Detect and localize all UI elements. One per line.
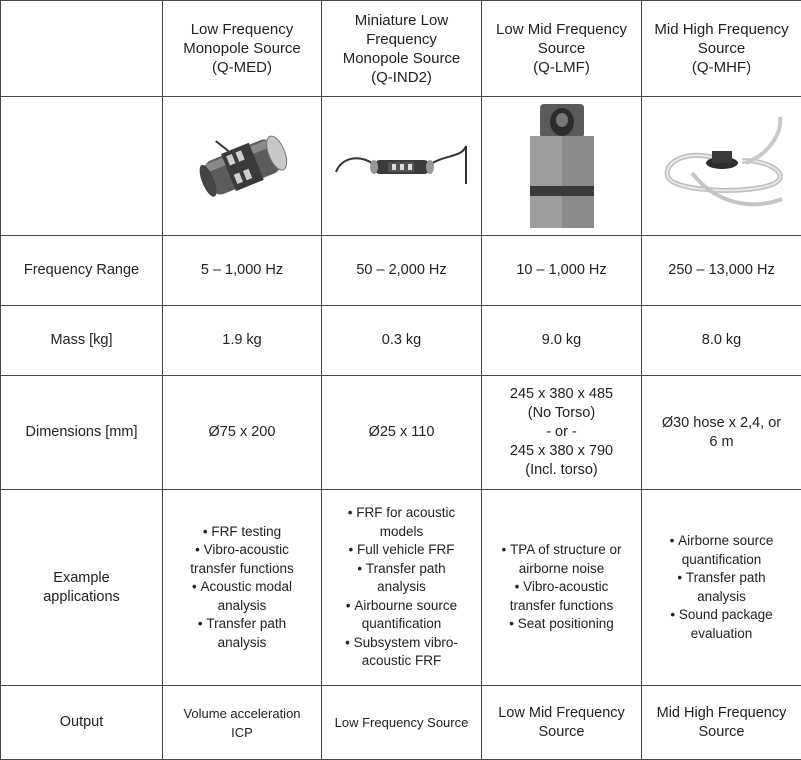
list-item: • Acoustic modal analysis	[167, 578, 317, 615]
cell-value-q-lmf-dimensions	[482, 376, 642, 490]
list-item: • Transfer path analysis	[646, 569, 797, 606]
image-cell-q-med	[163, 97, 322, 236]
list-item: • Transfer path analysis	[326, 560, 477, 597]
header-line: Low Frequency	[167, 20, 317, 39]
row-label-applications	[1, 490, 163, 686]
applications-row	[1, 490, 801, 686]
cell-line: Source	[646, 723, 797, 742]
header-line: Source	[646, 39, 797, 58]
header-q-ind2	[322, 1, 482, 97]
row-label: Output	[1, 686, 163, 760]
cell-line: 245 x 380 x 485	[486, 385, 637, 404]
cell-value: 50 – 2,000 Hz	[322, 236, 482, 306]
header-line: (Q-IND2)	[326, 68, 477, 87]
header-empty-cell	[1, 1, 163, 97]
row-label: Frequency Range	[1, 236, 163, 306]
cell-value: 5 – 1,000 Hz	[163, 236, 322, 306]
header-line: Miniature Low	[326, 11, 477, 30]
applications-list	[167, 523, 317, 653]
image-row	[1, 97, 801, 236]
frequency-row	[1, 236, 801, 306]
output-q-ind2: Low Frequency Source	[322, 686, 482, 760]
output-row	[1, 686, 801, 760]
cell-value: 0.3 kg	[322, 306, 482, 376]
cell-line: ICP	[167, 723, 317, 742]
applications-q-med	[163, 490, 322, 686]
cell-line: Example	[5, 569, 158, 588]
cell-line: Source	[486, 723, 637, 742]
hose-source-icon	[652, 111, 792, 221]
image-cell-q-mhf	[642, 97, 801, 236]
list-item: • Vibro-acoustic transfer functions	[486, 578, 637, 615]
applications-q-mhf	[642, 490, 801, 686]
list-item: • TPA of structure or airborne noise	[486, 541, 637, 578]
header-line: Low Mid Frequency	[486, 20, 637, 39]
image-label-empty-cell	[1, 97, 163, 236]
cell-value: Ø75 x 200	[163, 376, 322, 490]
cell-value-q-mhf-dimensions	[642, 376, 801, 490]
cell-line: (Incl. torso)	[486, 461, 637, 480]
applications-q-lmf	[482, 490, 642, 686]
cable-monopole-source-icon	[332, 136, 472, 196]
header-line: Frequency	[326, 30, 477, 49]
cell-line: 6 m	[646, 433, 797, 452]
list-item: • Subsystem vibro- acoustic FRF	[326, 634, 477, 671]
list-item: • Airbourne source quantification	[326, 597, 477, 634]
applications-q-ind2	[322, 490, 482, 686]
image-cell-q-ind2	[322, 97, 482, 236]
header-line: (Q-LMF)	[486, 58, 637, 77]
list-item: • FRF testing	[167, 523, 317, 542]
cell-value: Ø25 x 110	[322, 376, 482, 490]
cell-line: applications	[5, 588, 158, 607]
applications-list	[486, 541, 637, 634]
image-cell-q-lmf	[482, 97, 642, 236]
cell-line: Mid High Frequency	[646, 704, 797, 723]
header-line: (Q-MED)	[167, 58, 317, 77]
row-label: Mass [kg]	[1, 306, 163, 376]
cell-line: 245 x 380 x 790	[486, 442, 637, 461]
header-line: Monopole Source	[167, 39, 317, 58]
list-item: • Airborne source quantification	[646, 532, 797, 569]
box-speaker-source-icon	[522, 102, 602, 230]
list-item: • Sound package evaluation	[646, 606, 797, 643]
cell-line: Ø30 hose x 2,4, or	[646, 414, 797, 433]
output-q-mhf	[642, 686, 801, 760]
list-item: • Seat positioning	[486, 615, 637, 634]
applications-list	[646, 532, 797, 643]
cell-value: 9.0 kg	[482, 306, 642, 376]
header-line: Source	[486, 39, 637, 58]
cell-line: - or -	[486, 423, 637, 442]
list-item: • Full vehicle FRF	[326, 541, 477, 560]
output-q-med	[163, 686, 322, 760]
cell-value: 1.9 kg	[163, 306, 322, 376]
list-item: • FRF for acoustic models	[326, 504, 477, 541]
applications-list	[326, 504, 477, 671]
header-row	[1, 1, 801, 97]
cell-value: 250 – 13,000 Hz	[642, 236, 801, 306]
list-item: • Vibro-acoustic transfer functions	[167, 541, 317, 578]
header-line: Mid High Frequency	[646, 20, 797, 39]
dimensions-row	[1, 376, 801, 490]
output-q-lmf	[482, 686, 642, 760]
row-label: Dimensions [mm]	[1, 376, 163, 490]
cell-value: 8.0 kg	[642, 306, 801, 376]
cell-line: (No Torso)	[486, 404, 637, 423]
header-q-mhf	[642, 1, 801, 97]
cylindrical-monopole-source-icon	[187, 121, 297, 211]
cell-line: Volume acceleration	[167, 704, 317, 723]
header-line: (Q-MHF)	[646, 58, 797, 77]
cell-line: Low Mid Frequency	[486, 704, 637, 723]
header-q-lmf	[482, 1, 642, 97]
list-item: • Transfer path analysis	[167, 615, 317, 652]
header-q-med	[163, 1, 322, 97]
header-line: Monopole Source	[326, 49, 477, 68]
cell-value: 10 – 1,000 Hz	[482, 236, 642, 306]
mass-row	[1, 306, 801, 376]
